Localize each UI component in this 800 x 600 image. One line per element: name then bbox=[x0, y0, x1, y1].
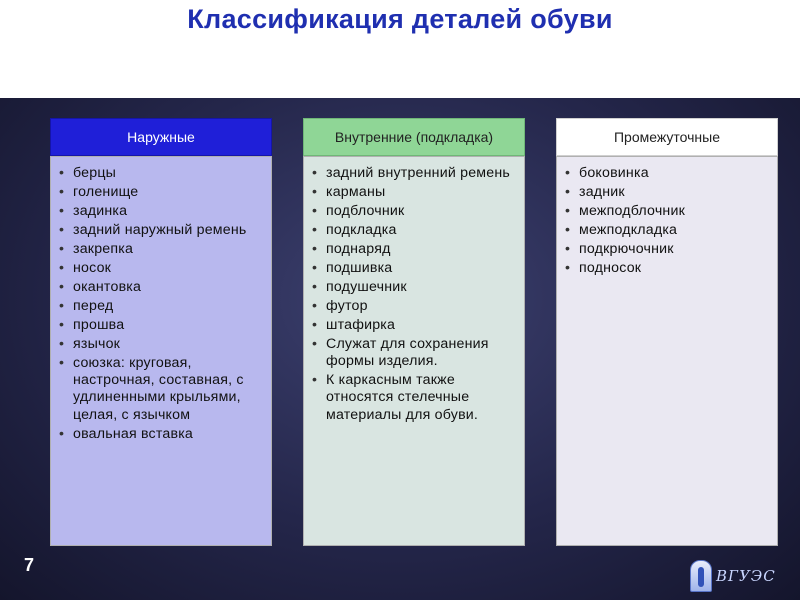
list-item: • межподкладка bbox=[565, 222, 771, 239]
column-body-intermediate bbox=[556, 156, 778, 546]
list-item: • овальная вставка bbox=[59, 426, 265, 443]
list-item: • карманы bbox=[312, 184, 518, 201]
column-header-outer: Наружные bbox=[50, 118, 272, 156]
list-item: • К каркасным также относятся стелечные материалы для обуви. bbox=[312, 372, 518, 424]
item-list bbox=[565, 165, 771, 277]
list-item: • межподблочник bbox=[565, 203, 771, 220]
list-item: • подблочник bbox=[312, 203, 518, 220]
list-item: • носок bbox=[59, 260, 265, 277]
list-item: • боковинка bbox=[565, 165, 771, 182]
logo-text: ВГУЭС bbox=[716, 567, 776, 585]
column-header-intermediate: Промежуточные bbox=[556, 118, 778, 156]
page-number: 7 bbox=[24, 555, 35, 575]
university-logo-icon bbox=[690, 560, 712, 592]
list-item: • подносок bbox=[565, 260, 771, 277]
list-item: • Служат для сохранения формы изделия. bbox=[312, 336, 518, 370]
slide-title: Классификация деталей обуви bbox=[187, 4, 613, 34]
column-body-inner bbox=[303, 156, 525, 546]
list-item: • задинка bbox=[59, 203, 265, 220]
list-item: • задник bbox=[565, 184, 771, 201]
column-header-inner: Внутренние (подкладка) bbox=[303, 118, 525, 156]
list-item: • перед bbox=[59, 298, 265, 315]
list-item: • подкладка bbox=[312, 222, 518, 239]
list-item: • берцы bbox=[59, 165, 265, 182]
list-item: • штафирка bbox=[312, 317, 518, 334]
item-list bbox=[59, 165, 265, 443]
logo bbox=[690, 558, 780, 594]
list-item: • поднаряд bbox=[312, 241, 518, 258]
list-item: • голенище bbox=[59, 184, 265, 201]
list-item: • задний внутренний ремень bbox=[312, 165, 518, 182]
column-body-outer bbox=[50, 156, 272, 546]
list-item: • футор bbox=[312, 298, 518, 315]
slide-header-area bbox=[0, 0, 800, 98]
list-item: • окантовка bbox=[59, 279, 265, 296]
list-item: • подшивка bbox=[312, 260, 518, 277]
list-item: • задний наружный ремень bbox=[59, 222, 265, 239]
list-item: • язычок bbox=[59, 336, 265, 353]
list-item: • прошва bbox=[59, 317, 265, 334]
list-item: • союзка: круговая, настрочная, составная, с удлиненными крыльями, целая, с язычком bbox=[59, 355, 265, 424]
list-item: • закрепка bbox=[59, 241, 265, 258]
item-list bbox=[312, 165, 518, 424]
list-item: • подушечник bbox=[312, 279, 518, 296]
list-item: • подкрючочник bbox=[565, 241, 771, 258]
